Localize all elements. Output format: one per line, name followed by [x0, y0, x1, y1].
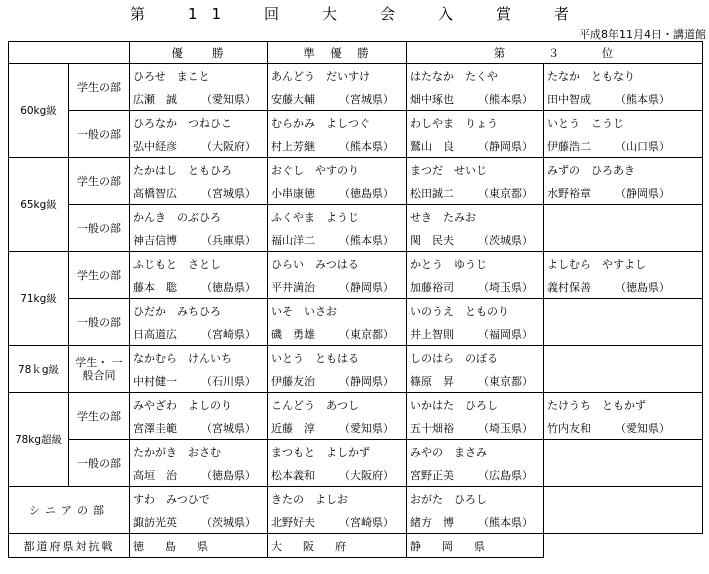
weight-class: 65kg級 [9, 158, 69, 252]
name-kanji: 高垣 治 [133, 468, 177, 482]
empty-cell [544, 346, 703, 393]
name-kanji: 畑中琢也 [410, 92, 454, 106]
prefectural-winner: 徳 島 県 [130, 534, 268, 558]
entry-row-kana [9, 440, 703, 464]
prefecture: （ 熊本県 ） [478, 91, 533, 107]
name-kanji-cell [130, 369, 268, 393]
prefecture: （ 茨城県 ） [201, 514, 256, 530]
prefecture: （ 徳島県 ） [201, 467, 256, 483]
prefecture: （ 宮崎県 ） [339, 514, 394, 530]
division-label: 一般の部 [69, 440, 130, 487]
entry-row-kana [9, 158, 703, 182]
header-row [9, 42, 703, 64]
name-kanji-cell [407, 322, 544, 346]
name-kanji: 神吉信博 [133, 233, 177, 247]
entry-row-kana [9, 252, 703, 276]
name-kanji-cell [130, 275, 268, 299]
name-kanji-cell [268, 181, 407, 205]
name-reading: いとう ともはる [268, 346, 407, 370]
prefecture: （ 熊本県 ） [615, 91, 670, 107]
name-reading: わしやま りょう [407, 111, 544, 135]
name-kanji-cell [268, 369, 407, 393]
name-kanji-cell [407, 228, 544, 252]
prefectural-winner: 静 岡 県 [407, 534, 544, 558]
name-reading: たかがき おさむ [130, 440, 268, 464]
name-reading: みやの まさみ [407, 440, 544, 464]
name-reading: かんき のぶひろ [130, 205, 268, 229]
name-kanji-cell [268, 463, 407, 487]
blank-cell [544, 534, 703, 558]
name-kanji: 関 民夫 [410, 233, 454, 247]
division-label: 学生の部 [69, 393, 130, 440]
name-kanji-cell [268, 87, 407, 111]
name-kanji-cell [130, 322, 268, 346]
prefecture: （ 愛知県 ） [201, 91, 256, 107]
prefecture: （ 静岡県 ） [339, 279, 394, 295]
name-kanji: 弘中経彦 [133, 139, 177, 153]
name-kanji-cell [268, 416, 407, 440]
prefecture: （ 熊本県 ） [478, 514, 533, 530]
name-kanji: 近藤 淳 [271, 421, 315, 435]
name-kanji-cell [407, 87, 544, 111]
name-kanji: 鷲山 良 [410, 139, 454, 153]
empty-cell [544, 299, 703, 346]
prefecture: （ 愛知県 ） [339, 420, 394, 436]
name-reading: なかむら けんいち [130, 346, 268, 370]
prefecture: （ 広島県 ） [478, 467, 533, 483]
prefecture: （ 熊本県 ） [339, 232, 394, 248]
name-kanji: 伊藤浩二 [547, 139, 591, 153]
prefecture: （ 兵庫県 ） [201, 232, 256, 248]
prefecture: （ 徳島県 ） [201, 279, 256, 295]
prefecture: （ 静岡県 ） [339, 373, 394, 389]
name-kanji: 北野好夫 [271, 515, 315, 529]
name-kanji: 義村保善 [547, 280, 591, 294]
prefecture: （ 徳島県 ） [615, 279, 670, 295]
name-kanji-cell [544, 416, 703, 440]
name-reading: きたの よしお [268, 487, 407, 511]
name-reading: たかはし ともひろ [130, 158, 268, 182]
name-kanji-cell [407, 369, 544, 393]
name-reading: ふくやま ようじ [268, 205, 407, 229]
name-kanji-cell [268, 510, 407, 534]
prefecture: （ 宮城県 ） [201, 420, 256, 436]
name-reading: すわ みつひで [130, 487, 268, 511]
prefecture: （ 大阪府 ） [201, 138, 256, 154]
name-kanji: 磯 勇雄 [271, 327, 315, 341]
name-kanji: 田中智成 [547, 92, 591, 106]
name-kanji: 安藤大輔 [271, 92, 315, 106]
division-label: 学生の部 [69, 158, 130, 205]
name-kanji-cell [130, 87, 268, 111]
prefecture: （ 徳島県 ） [339, 185, 394, 201]
name-kanji: 宮澤圭範 [133, 421, 177, 435]
name-kanji: 水野裕章 [547, 186, 591, 200]
name-reading: あんどう だいすけ [268, 64, 407, 88]
name-kanji-cell [544, 87, 703, 111]
name-reading: こんどう あつし [268, 393, 407, 417]
name-kanji: 加藤裕司 [410, 280, 454, 294]
name-kanji-cell [130, 510, 268, 534]
name-kanji-cell [130, 181, 268, 205]
prefecture: （ 埼玉県 ） [478, 279, 533, 295]
division-label: 一般の部 [69, 111, 130, 158]
name-kanji: 平井満治 [271, 280, 315, 294]
entry-row-kana [9, 299, 703, 323]
name-reading: みやざわ よしのり [130, 393, 268, 417]
division-label: 学生の部 [69, 64, 130, 111]
name-kanji: 村上芳継 [271, 139, 315, 153]
name-reading: いのうえ とものり [407, 299, 544, 323]
header-corner [9, 42, 130, 64]
prefecture: （ 埼玉県 ） [478, 420, 533, 436]
division-label: 一般の部 [69, 205, 130, 252]
prefecture: （ 石川県 ） [201, 373, 256, 389]
name-reading: まつだ せいじ [407, 158, 544, 182]
prefecture: （ 茨城県 ） [478, 232, 533, 248]
prefecture: （ 宮崎県 ） [201, 326, 256, 342]
division-label: 一般の部 [69, 299, 130, 346]
name-kanji-cell [268, 134, 407, 158]
empty-cell [544, 205, 703, 252]
name-reading: たなか ともなり [544, 64, 703, 88]
division-label: 学生・ 一般合同 [69, 346, 130, 393]
name-kanji: 宮野正美 [410, 468, 454, 482]
name-reading: せき たみお [407, 205, 544, 229]
weight-class: 78kg超級 [9, 393, 69, 487]
name-reading: みずの ひろあき [544, 158, 703, 182]
name-kanji-cell [544, 275, 703, 299]
senior-label: シニアの部 [9, 487, 130, 534]
name-reading: よしむら やすよし [544, 252, 703, 276]
name-reading: ひろせ まこと [130, 64, 268, 88]
name-kanji: 井上智則 [410, 327, 454, 341]
name-kanji-cell [130, 416, 268, 440]
name-kanji-cell [407, 463, 544, 487]
name-reading: おぐし やすのり [268, 158, 407, 182]
prefecture: （ 宮城県 ） [339, 91, 394, 107]
prefecture: （ 愛知県 ） [615, 420, 670, 436]
prefecture: （ 宮城県 ） [201, 185, 256, 201]
date-venue: 平成8年11月4日・講道館 [579, 28, 706, 41]
name-reading: ひろなか つねひこ [130, 111, 268, 135]
name-kanji-cell [268, 275, 407, 299]
name-kanji: 諏訪光英 [133, 515, 177, 529]
name-kanji-cell [407, 275, 544, 299]
division-label: 学生の部 [69, 252, 130, 299]
prefecture: （ 東京都 ） [339, 326, 394, 342]
name-kanji-cell [130, 463, 268, 487]
name-reading: むらかみ よしつぐ [268, 111, 407, 135]
name-reading: おがた ひろし [407, 487, 544, 511]
name-reading: ふじもと さとし [130, 252, 268, 276]
page-title: 第 11 回 大 会 入 賞 者 [129, 5, 584, 23]
prefecture: （ 静岡県 ） [478, 138, 533, 154]
name-reading: しのはら のぼる [407, 346, 544, 370]
name-reading: いとう こうじ [544, 111, 703, 135]
name-kanji-cell [268, 228, 407, 252]
entry-row-kana [9, 346, 703, 370]
name-kanji-cell [407, 181, 544, 205]
weight-class: 71kg級 [9, 252, 69, 346]
name-kanji-cell [130, 134, 268, 158]
entry-row-kana [9, 393, 703, 417]
name-kanji-cell [268, 322, 407, 346]
prefecture: （ 東京都 ） [478, 185, 533, 201]
name-kanji: 小串康徳 [271, 186, 315, 200]
name-reading: かとう ゆうじ [407, 252, 544, 276]
name-kanji: 篠原 昇 [410, 374, 454, 388]
prefecture: （ 福岡県 ） [478, 326, 533, 342]
name-kanji: 福山洋二 [271, 233, 315, 247]
name-reading: ひらい みつはる [268, 252, 407, 276]
name-kanji: 緒方 博 [410, 515, 454, 529]
weight-class: 78ｋg級 [9, 346, 69, 393]
name-reading: たけうち ともかず [544, 393, 703, 417]
header-third-place: 第 ３ 位 [407, 42, 703, 64]
name-kanji: 中村健一 [133, 374, 177, 388]
name-kanji-cell [407, 416, 544, 440]
header-winner: 優 勝 [130, 42, 268, 64]
prefecture: （ 静岡県 ） [615, 185, 670, 201]
name-kanji-cell [407, 510, 544, 534]
name-reading: ひだか みちひろ [130, 299, 268, 323]
name-kanji: 松田誠二 [410, 186, 454, 200]
name-kanji-cell [407, 134, 544, 158]
name-kanji-cell [544, 134, 703, 158]
name-kanji: 松本義和 [271, 468, 315, 482]
entry-row-kana [9, 111, 703, 135]
prefecture: （ 山口県 ） [615, 138, 670, 154]
entry-row-kana [9, 64, 703, 88]
name-reading: いそ いさお [268, 299, 407, 323]
name-kanji: 五十畑裕 [410, 421, 454, 435]
prefectural-row [9, 534, 703, 558]
prefecture: （ 熊本県 ） [339, 138, 394, 154]
senior-row-kana [9, 487, 703, 511]
entry-row-kana [9, 205, 703, 229]
header-runner-up: 準 優 勝 [268, 42, 407, 64]
name-reading: はたなか たくや [407, 64, 544, 88]
name-kanji: 竹内友和 [547, 421, 591, 435]
prefecture: （ 東京都 ） [478, 373, 533, 389]
empty-cell [544, 487, 703, 534]
name-kanji: 広瀬 誠 [133, 92, 177, 106]
results-table [8, 41, 703, 558]
empty-cell [544, 440, 703, 487]
name-kanji-cell [130, 228, 268, 252]
prefectural-label: 都道府県対抗戦 [9, 534, 130, 558]
weight-class: 60kg級 [9, 64, 69, 158]
name-kanji: 伊藤友治 [271, 374, 315, 388]
prefecture: （ 大阪府 ） [339, 467, 394, 483]
name-kanji: 高橋智広 [133, 186, 177, 200]
name-kanji-cell [544, 181, 703, 205]
name-kanji: 日高道広 [133, 327, 177, 341]
name-reading: まつもと よしかず [268, 440, 407, 464]
name-reading: いかはた ひろし [407, 393, 544, 417]
name-kanji: 藤本 聡 [133, 280, 177, 294]
prefectural-winner: 大 阪 府 [268, 534, 407, 558]
